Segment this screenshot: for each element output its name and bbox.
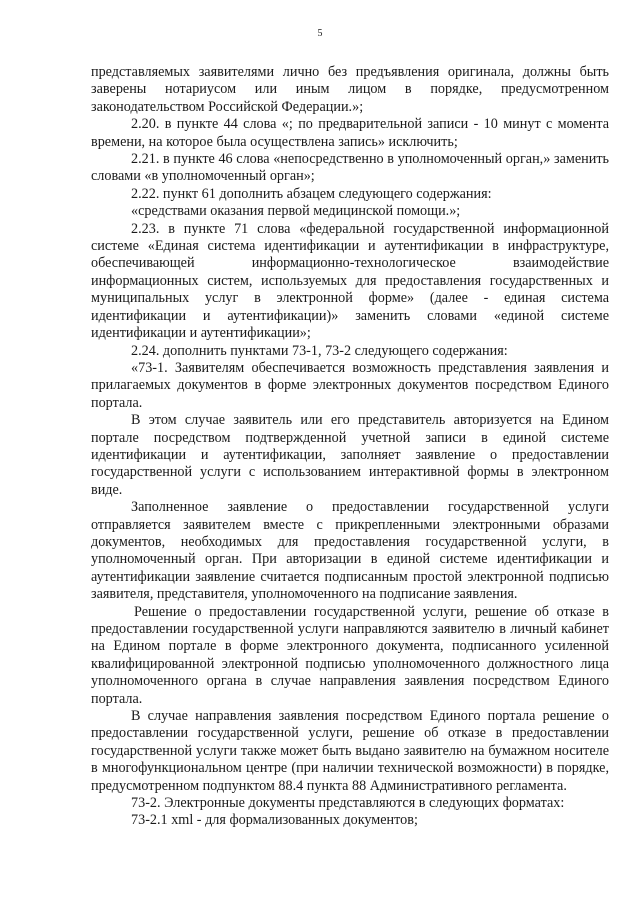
paragraph-continuation: представляемых заявителями лично без предъявления оригинала, должны быть заверены нотариусом или иным лицом в порядке, предусмотренном законодательством Российской Федерации.»; [91, 64, 609, 115]
paragraph-73-2: 73-2. Электронные документы представляются в следующих форматах: [131, 795, 565, 812]
page-number: 5 [317, 28, 323, 39]
document-body [91, 64, 609, 830]
paragraph-authorization: В этом случае заявитель или его представитель авторизуется на Едином портале посредством подтвержденной учетной записи в единой системе идентификации и аутентификации, заполняет заявление о предоставлении государственной услуги с использованием интерактивной формы в электронном виде. [91, 412, 609, 498]
paragraph-2-24: 2.24. дополнить пунктами 73-1, 73-2 следующего содержания: [131, 342, 508, 359]
paragraph-73-2-1: 73-2.1 xml - для формализованных документов; [131, 812, 418, 829]
paragraph-73-1: «73-1. Заявителям обеспечивается возможность представления заявления и прилагаемых документов в форме электронных документов посредством Единого портала. [91, 359, 609, 411]
paragraph-2-22-quote: «средствами оказания первой медицинской помощи.»; [131, 203, 461, 220]
paragraph-2-23: 2.23. в пункте 71 слова «федеральной государственной информационной системе «Единая система идентификации и аутентификации в инфраструктуре, обеспечивающей информационно-технологическое взаимодействие информационных систем, используемых для предоставления государственных и муниципальных услуг в электронной форме» (далее - единая система идентификации и аутентификации)» заменить словами «единой системе идентификации и аутентификации»; [91, 220, 609, 342]
paragraph-submission: Заполненное заявление о предоставлении государственной услуги отправляется заявителем вместе с прикрепленными электронными образами документов, необходимых для предоставления государственной услуги, в уполномоченный орган. При авторизации в единой системе идентификации и аутентификации заявление считается подписанным простой электронной подписью заявителя, представителя, уполномоченного на подписание заявления. [91, 499, 609, 603]
paragraph-decision: Решение о предоставлении государственной услуги, решение об отказе в предоставлении государственной услуги направляются заявителю в личный кабинет на Едином портале в форме электронного документа, подписанного усиленной квалифицированной электронной подписью уполномоченного должностного лица уполномоченного органа в случае направления заявления посредством Единого портала. [91, 603, 609, 707]
paragraph-2-20: 2.20. в пункте 44 слова «; по предварительной записи - 10 минут с момента времени, на которое была осуществлена запись» исключить; [91, 116, 609, 150]
paragraph-2-21: 2.21. в пункте 46 слова «непосредственно в уполномоченный орган,» заменить словами «в уполномоченный орган»; [91, 151, 609, 185]
paragraph-2-22: 2.22. пункт 61 дополнить абзацем следующего содержания: [131, 185, 492, 202]
paragraph-paper-issue: В случае направления заявления посредством Единого портала решение о предоставлении государственной услуги, решение об отказе в предоставлении государственной услуги также может быть выдано заявителю на бумажном носителе в многофункциональном центре (при наличии технической возможности) в порядке, предусмотренном подпунктом 88.4 пункта 88 Административного регламента. [91, 708, 609, 794]
